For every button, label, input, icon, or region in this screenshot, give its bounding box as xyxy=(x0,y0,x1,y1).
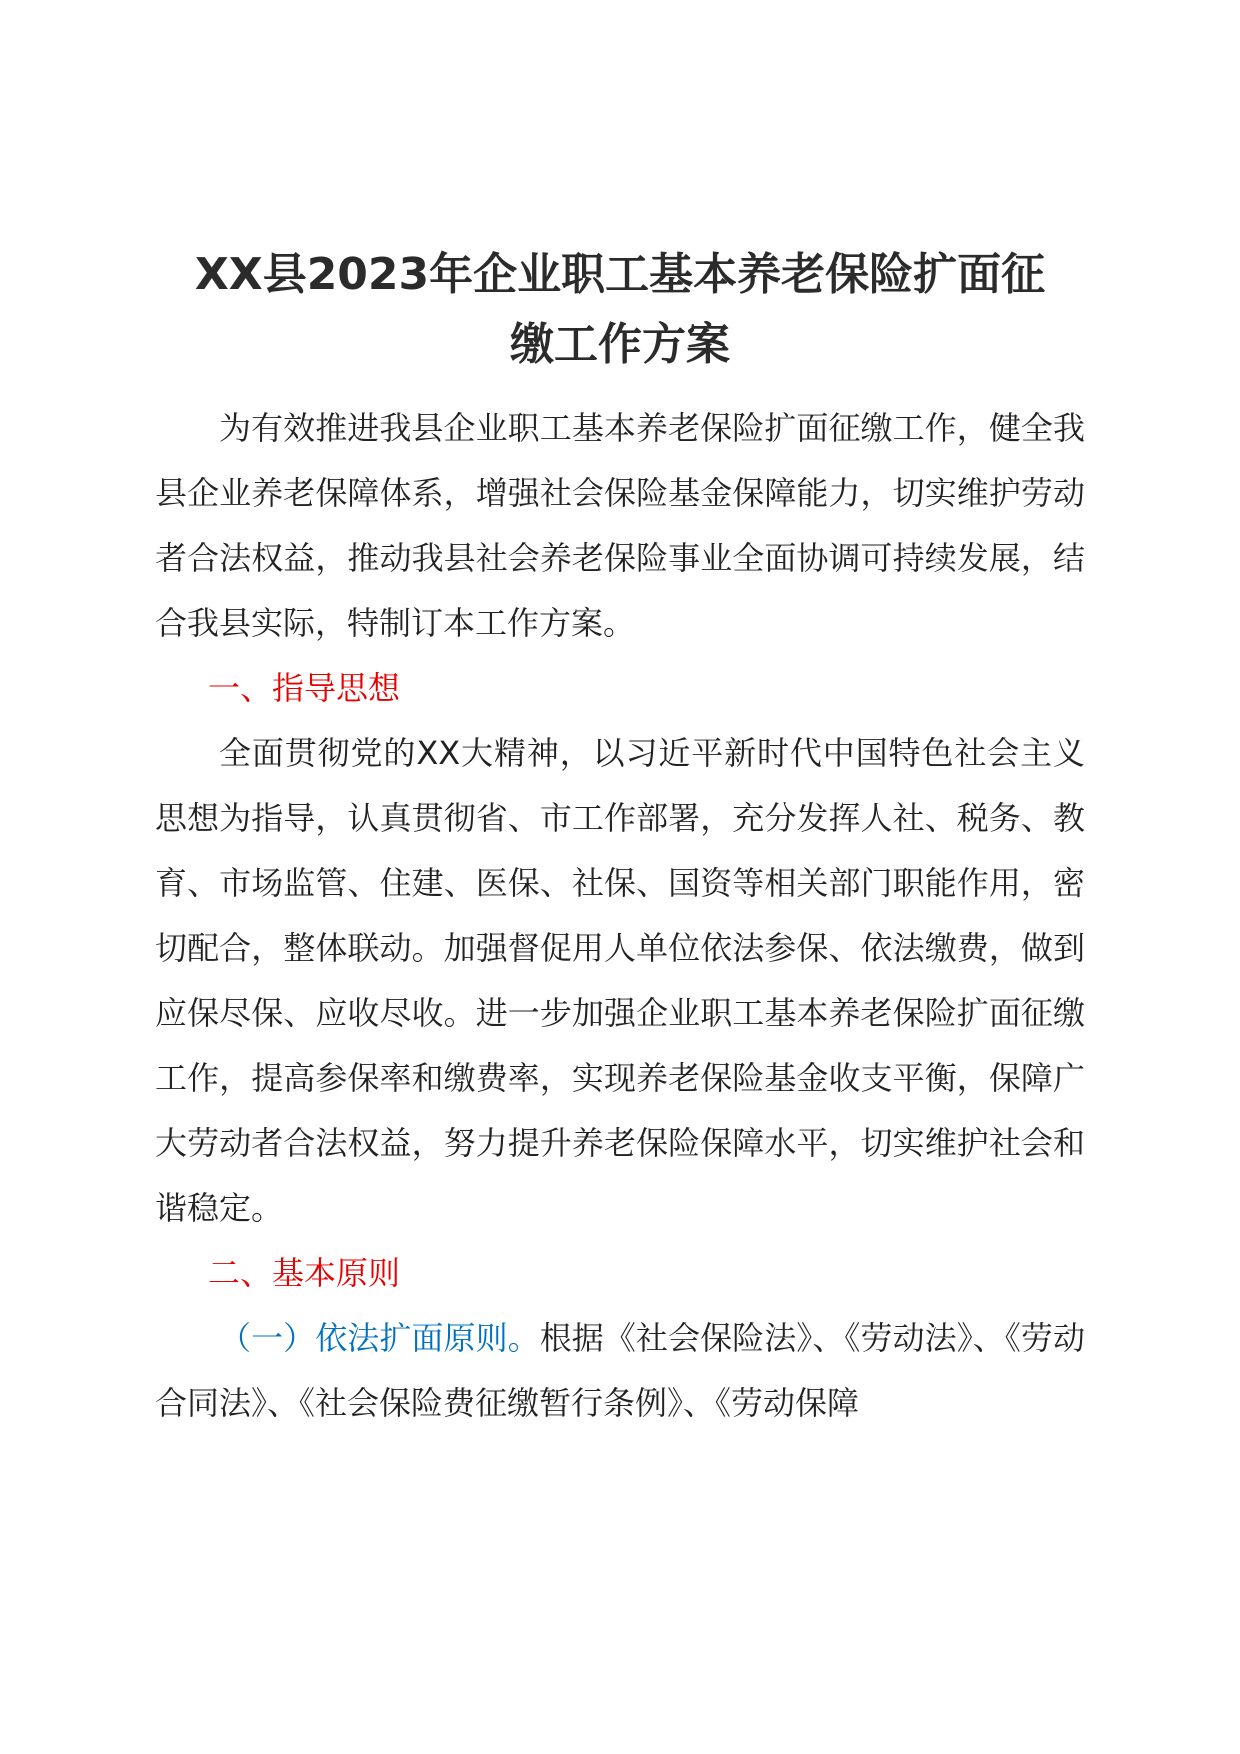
section-1-paragraph: 全面贯彻党的XX大精神，以习近平新时代中国特色社会主义思想为指导，认真贯彻省、市工作部署，充分发挥人社、税务、教育、市场监管、住建、医保、社保、国资等相关部门职能作用，密切配合，整体联动。加强督促用人单位依法参保、依法缴费，做到应保尽保、应收尽收。进一步加强企业职工基本养老保险扩面征缴工作，提高参保率和缴费率，实现养老保险基金收支平衡，保障广大劳动者合法权益，努力提升养老保险保障水平，切实维护社会和谐稳定。 xyxy=(155,734,1085,1227)
document-body xyxy=(155,396,1085,1436)
section-2-heading: 二、基本原则 xyxy=(208,1254,401,1292)
document-page xyxy=(155,0,1085,1754)
section-1-heading: 一、指导思想 xyxy=(208,669,401,707)
section-2-sub-1-text: 根据《社会保险法》、《劳动法》、《劳动合同法》、《社会保险费征缴暂行条例》、《劳动保障 xyxy=(155,1319,1085,1422)
title-line-1: XX县2023年企业职工基本养老保险扩面征 xyxy=(194,249,1046,300)
document-title xyxy=(155,240,1085,380)
section-2-sub-1-paragraph xyxy=(155,1306,1085,1436)
intro-paragraph: 为有效推进我县企业职工基本养老保险扩面征缴工作，健全我县企业养老保障体系，增强社会保险基金保障能力，切实维护劳动者合法权益，推动我县社会养老保险事业全面协调可持续发展，结合我县实际，特制订本工作方案。 xyxy=(155,409,1085,642)
section-2-sub-1-label: （一）依法扩面原则。 xyxy=(219,1319,540,1357)
title-line-2: 缴工作方案 xyxy=(510,319,730,370)
